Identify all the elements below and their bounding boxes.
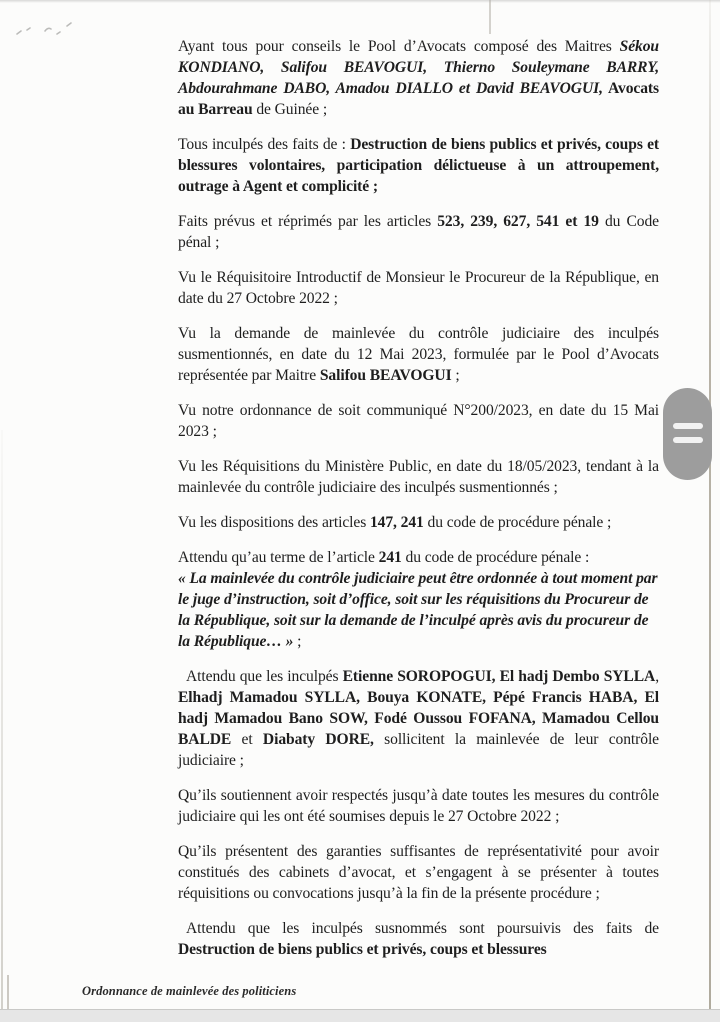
attendu-inculpes-paragraph — [178, 666, 659, 771]
text-run: Salifou BEAVOGUI — [319, 367, 452, 384]
scan-bottom-background-strip — [0, 1009, 720, 1022]
text-run: Elhadj Mamadou SYLLA, Bouya KONATE, Pépé Francis HABA, El hadj Mamadou Bano SOW, Fodé Oussou FOFANA, Mamadou Cellou BALDE — [178, 689, 659, 748]
floating-drag-handle[interactable] — [663, 388, 712, 480]
text-run: Vu le Réquisitoire Introductif de Monsieur le Procureur de la République, en date du 27 Octobre 2022 ; — [178, 269, 659, 307]
text-run: 147, 241 — [369, 514, 424, 531]
text-run: 241 — [378, 549, 402, 566]
quils-presentent-paragraph — [178, 841, 659, 904]
text-run: Avocats au Barreau — [178, 80, 659, 118]
text-run: Vu notre ordonnance de soit communiqué N°200/2023, en date du 15 Mai 2023 ; — [178, 402, 659, 440]
text-run: Destruction de biens publics et privés, coups et blessures volontaires, participation délictueuse à un attroupement, outrage à Agent et complicité ; — [178, 136, 659, 195]
drag-handle-icon — [673, 423, 703, 429]
text-run: « La mainlevée du contrôle judiciaire peut être ordonnée à tout moment par le juge d’instruction, soit d’office, soit sur les réquisitions du Procureur de la République, soit sur la demande de l’inculpé après avis du procureur de la République… » — [178, 570, 658, 650]
text-run: de Guinée ; — [252, 101, 328, 118]
document-body — [178, 36, 659, 974]
text-run: Qu’ils soutiennent avoir respectés jusqu’à date toutes les mesures du contrôle judiciaire qui les ont été soumises depuis le 27 Octobre 2022 ; — [178, 787, 659, 825]
attendu-poursuivis-paragraph — [178, 918, 659, 960]
quils-soutiennent-paragraph — [178, 785, 659, 827]
text-run: Vu la demande de mainlevée du contrôle judiciaire des inculpés susmentionnés, en date du 12 Mai 2023, formulée par le Pool d’Avocats représentée par Maitre — [178, 325, 659, 384]
penal-articles-paragraph — [178, 211, 659, 253]
text-run: Diabaty DORE, — [262, 731, 374, 748]
scan-left-bottom-edge-line — [7, 975, 9, 1009]
text-run: et — [231, 731, 263, 748]
text-run: Qu’ils présentent des garanties suffisantes de représentativité pour avoir constitués des cabinets d’avocat, et s’engagent à se présenter à toutes réquisitions ou convocations jusqu’à la fin de la présente procédure ; — [178, 843, 659, 902]
text-run: Ayant tous pour conseils le Pool d’Avocats composé des Maitres — [178, 38, 620, 55]
text-run: 523, 239, 627, 541 et 19 — [437, 213, 599, 230]
text-run: Etienne SOROPOGUI, El hadj Dembo SYLLA — [342, 668, 656, 685]
text-run: Sékou KONDIANO, Salifou BEAVOGUI, Thierno Souleymane BARRY, Abdourahmane DABO, Amadou DIALLO et David BEAVOGUI, — [178, 38, 659, 97]
drag-handle-icon — [673, 437, 703, 443]
text-run: du Code pénal ; — [178, 213, 659, 251]
text-run: du code de procédure pénale : — [401, 549, 590, 566]
text-run: Destruction de biens publics et privés, coups et blessures — [178, 941, 547, 958]
text-run: Tous inculpés des faits de : — [178, 136, 351, 153]
text-run: ; — [293, 633, 302, 650]
scan-crease-line — [489, 0, 491, 34]
scan-right-edge-line — [709, 0, 711, 1009]
text-run: Faits prévus et réprimés par les articles — [178, 213, 438, 230]
counsel-paragraph — [178, 36, 659, 120]
article-241-quote-paragraph — [178, 568, 659, 652]
vu-demande-paragraph — [178, 323, 659, 386]
footer-note: Ordonnance de mainlevée des politiciens — [82, 984, 297, 998]
text-run: Attendu que les inculpés susnommés sont poursuivis des faits de — [186, 920, 659, 937]
vu-dispositions-paragraph — [178, 512, 659, 533]
text-run: Attendu qu’au terme de l’article — [178, 549, 379, 566]
text-run: ; — [451, 367, 460, 384]
text-run: sollicitent la mainlevée de leur contrôle judiciaire ; — [178, 731, 659, 769]
scan-top-edge-shadow — [0, 0, 720, 3]
text-run: , — [655, 668, 660, 685]
charges-paragraph — [178, 134, 659, 197]
vu-ordonnance-paragraph — [178, 400, 659, 442]
text-run: Vu les Réquisitions du Ministère Public, en date du 18/05/2023, tendant à la mainlevée du contrôle judiciaire des inculpés susmentionnés ; — [178, 458, 659, 496]
vu-requisitoire-paragraph — [178, 267, 659, 309]
vu-requisitions-paragraph — [178, 456, 659, 498]
text-run: du code de procédure pénale ; — [423, 514, 612, 531]
scan-left-edge-line — [1, 430, 3, 1009]
text-run: Attendu que les inculpés — [186, 668, 343, 685]
text-run: Vu les dispositions des articles — [178, 514, 370, 531]
pencil-scribble-mark — [12, 16, 82, 46]
attendu-article-intro-paragraph — [178, 547, 659, 568]
